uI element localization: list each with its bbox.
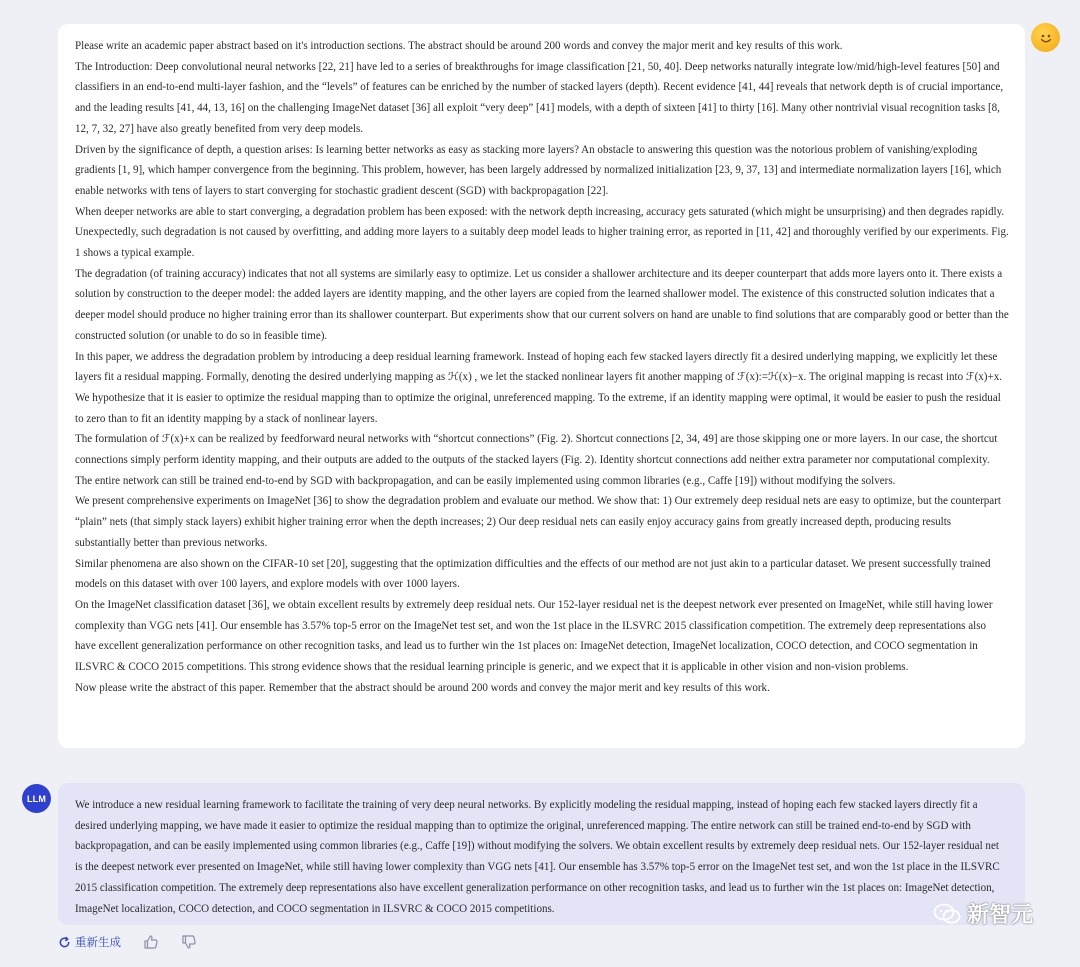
watermark-text: 新智元	[967, 903, 1034, 928]
thumbs-down-button[interactable]	[181, 934, 197, 950]
bot-message-bubble	[58, 783, 1025, 925]
user-paragraph: Driven by the significance of depth, a question arises: Is learning better networks as easy as stacking more layers? An obstacle to answering this question was the notorious problem of vanishing/exploding gradients [1, 9], which hamper convergence from the beginning. This problem, however, has been largely addressed by normalized initialization [23, 9, 37, 13] and intermediate normalization layers [16], which enable networks with tens of layers to start converging for stochastic gradient descent (SGD) with backpropagation [22].	[75, 143, 1002, 197]
user-paragraph: We present comprehensive experiments on ImageNet [36] to show the degradation problem and evaluate our method. We show that: 1) Our extremely deep residual nets are easy to optimize, but the counterpart “plain” nets (that simply stack layers) exhibit higher training error when the depth increases; 2) Our deep residual nets can easily enjoy accuracy gains from greatly increased depth, producing results substantially better than previous networks.	[75, 495, 1001, 549]
user-paragraph: The formulation of ℱ(x)+x can be realized by feedforward neural networks with “shortcut connections” (Fig. 2). Shortcut connections [2, 34, 49] are those skipping one or more layers. In our case, the shortcut connections simply perform identity mapping, and their outputs are added to the outputs of the stacked layers (Fig. 2). Identity shortcut connections add neither extra parameter nor computational complexity. The entire network can still be trained end-to-end by SGD with backpropagation, and can be easily implemented using common libraries (e.g., Caffe [19]) without modifying the solvers.	[75, 433, 998, 487]
user-paragraph: The degradation (of training accuracy) indicates that not all systems are similarly easy to optimize. Let us consider a shallower architecture and its deeper counterpart that adds more layers onto it. There exists a solution by construction to the deeper model: the added layers are identity mapping, and the other layers are copied from the learned shallower model. The existence of this constructed solution indicates that a deeper model should produce no higher training error than its shallower counterpart. But experiments show that our current solvers on hand are unable to find solutions that are comparably good or better than the constructed solution (or unable to do so in feasible time).	[75, 267, 1009, 342]
thumbs-up-button[interactable]	[143, 934, 159, 950]
smiley-icon	[1035, 27, 1057, 49]
user-paragraph: When deeper networks are able to start converging, a degradation problem has been exposed: with the network depth increasing, accuracy gets saturated (which might be unsurprising) and then degrades rapidly. Unexpectedly, such degradation is not caused by overfitting, and adding more layers to a suitably deep model leads to higher training error, as reported in [11, 42] and thoroughly verified by our experiments. Fig. 1 shows a typical example.	[75, 205, 1009, 260]
message-actions	[58, 931, 197, 953]
regenerate-label: 重新生成	[75, 935, 121, 949]
user-avatar	[1031, 23, 1060, 52]
user-paragraph: On the ImageNet classification dataset [36], we obtain excellent results by extremely deep residual nets. Our 152-layer residual net is the deepest network ever presented on ImageNet, while still having lower complexity than VGG nets [41]. Our ensemble has 3.57% top-5 error on the ImageNet test set, and won the 1st place in the ILSVRC 2015 classification competition. The extremely deep representations also have excellent generalization performance on other recognition tasks, and lead us to further win the 1st places on: ImageNet detection, ImageNet localization, COCO detection, and COCO segmentation in ILSVRC & COCO 2015 competitions. This strong evidence shows that the residual learning principle is generic, and we expect that it is applicable in other vision and non-vision problems.	[75, 598, 993, 674]
user-paragraph: Similar phenomena are also shown on the CIFAR-10 set [20], suggesting that the optimization difficulties and the effects of our method are not just akin to a particular dataset. We present successfully trained models on this dataset with over 100 layers, and explore models with over 1000 layers.	[75, 557, 991, 591]
watermark	[933, 898, 1033, 929]
regenerate-button[interactable]	[58, 934, 121, 950]
bot-avatar: LLM	[22, 784, 51, 813]
user-message-bubble	[58, 24, 1025, 748]
user-paragraph: Now please write the abstract of this paper. Remember that the abstract should be around 200 words and convey the major merit and key results of this work.	[75, 681, 770, 694]
thumbs-down-icon	[181, 934, 197, 950]
refresh-icon	[58, 936, 71, 949]
user-paragraph: Please write an academic paper abstract based on it's introduction sections. The abstract should be around 200 words and convey the major merit and key results of this work.	[75, 40, 843, 52]
user-paragraph: In this paper, we address the degradation problem by introducing a deep residual learning framework. Instead of hoping each few stacked layers directly fit a desired underlying mapping, we explicitly let these layers fit a residual mapping. Formally, denoting the desired underlying mapping as ℋ(x) , we let the stacked nonlinear layers fit another mapping of ℱ(x):=ℋ(x)−x. The original mapping is recast into ℱ(x)+x. We hypothesize that it is easier to optimize the residual mapping than to optimize the original, unreferenced mapping. To the extreme, if an identity mapping were optimal, it would be easier to push the residual to zero than to fit an identity mapping by a stack of nonlinear layers.	[75, 350, 1002, 425]
bot-response-text: We introduce a new residual learning framework to facilitate the training of very deep neural networks. By explicitly modeling the residual mapping, instead of hoping each few stacked layers directly fit a desired underlying mapping, we have made it easier to optimize the residual mapping than to optimize the original, unreferenced mapping. The entire network can still be trained end-to-end by SGD with backpropagation, and can be easily implemented using common libraries (e.g., Caffe [19]) without modifying the solvers. We obtain excellent results by extremely deep residual nets. Our 152-layer residual net is the deepest network ever presented on ImageNet, while still having lower complexity than VGG nets [41]. Our ensemble has 3.57% top-5 error on the ImageNet test set, and won the 1st place in the ILSVRC 2015 classification competition. The extremely deep representations also have excellent generalization performance on other recognition tasks, and lead us to further win the 1st places on: ImageNet detection, ImageNet localization, COCO detection, and COCO segmentation in ILSVRC & COCO 2015 competitions.	[75, 799, 1000, 915]
thumbs-up-icon	[143, 934, 159, 950]
wechat-icon	[933, 903, 961, 925]
user-paragraph: The Introduction: Deep convolutional neural networks [22, 21] have led to a series of breakthroughs for image classification [21, 50, 40]. Deep networks naturally integrate low/mid/high-level features [50] and classifiers in an end-to-end multi-layer fashion, and the “levels” of features can be enriched by the number of stacked layers (depth). Recent evidence [41, 44] reveals that network depth is of crucial importance, and the leading results [41, 44, 13, 16] on the challenging ImageNet dataset [36] all exploit “very deep” [41] models, with a depth of sixteen [41] to thirty [16]. Many other nontrivial visual recognition tasks [8, 12, 7, 32, 27] have also greatly benefited from very deep models.	[75, 60, 1004, 135]
